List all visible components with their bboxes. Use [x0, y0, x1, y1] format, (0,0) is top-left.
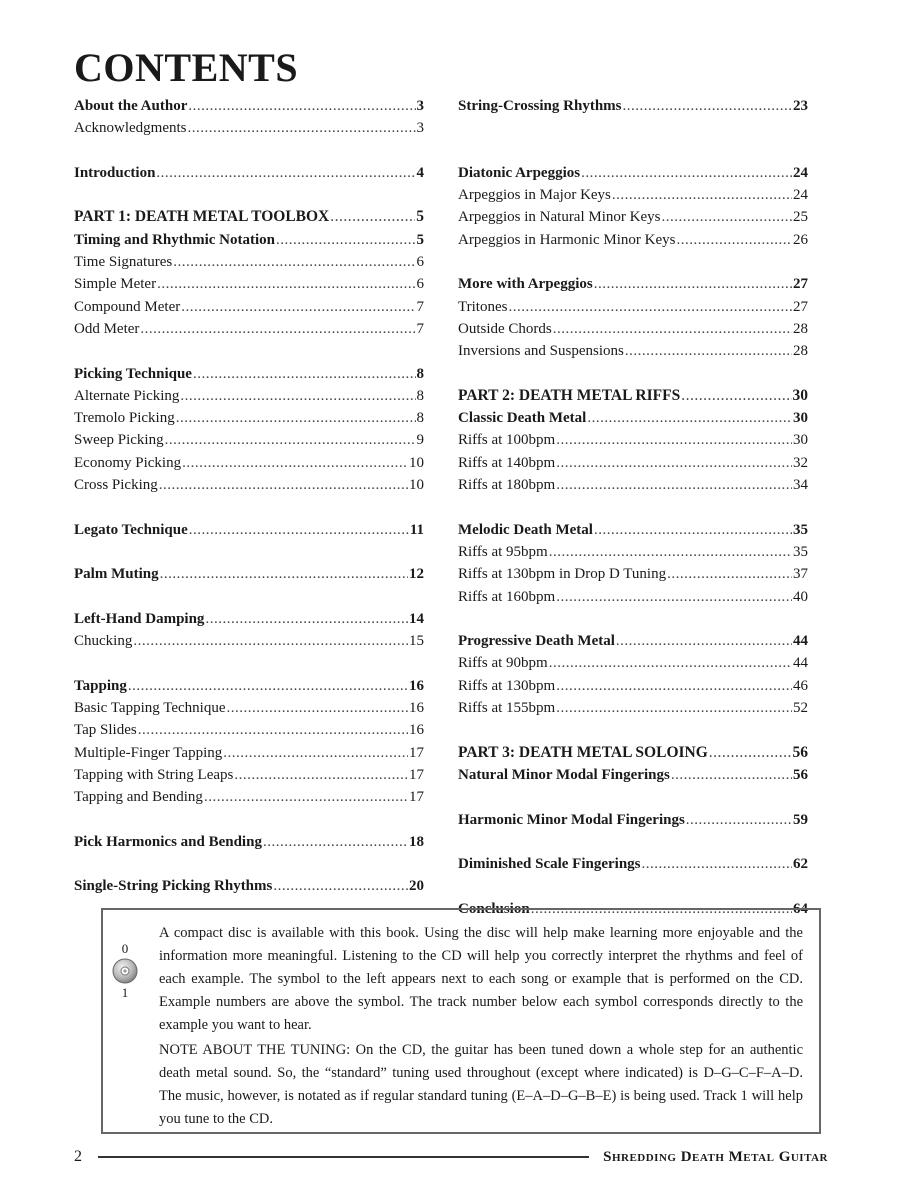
toc-entry[interactable]	[74, 95, 424, 117]
footer-page-number: 2	[74, 1148, 82, 1165]
toc-entry-title: Arpeggios in Natural Minor Keys	[458, 209, 661, 226]
toc-entry-page: 6	[416, 276, 424, 293]
cd-track-number: 1	[121, 985, 129, 1000]
toc-leader-dots	[176, 407, 416, 429]
page-footer	[74, 1146, 828, 1168]
toc-entry-title: Cross Picking	[74, 477, 158, 494]
toc-leader-dots	[182, 452, 408, 474]
toc-entry-title: Progressive Death Metal	[458, 633, 615, 650]
toc-leader-dots	[193, 363, 416, 385]
toc-leader-dots	[661, 206, 792, 228]
toc-entry[interactable]	[458, 809, 808, 831]
toc-entry-page: 16	[409, 722, 424, 739]
toc-leader-dots	[138, 719, 408, 741]
toc-entry[interactable]	[458, 162, 808, 184]
toc-leader-dots	[676, 229, 792, 251]
toc-spacer	[74, 140, 424, 162]
toc-entry-page: 62	[793, 856, 808, 873]
toc-entry[interactable]	[74, 630, 424, 652]
toc-entry-page: 24	[793, 164, 808, 181]
toc-entry-title: PART 1: DEATH METAL TOOLBOX	[74, 208, 330, 226]
toc-entry-title: Harmonic Minor Modal Fingerings	[458, 811, 685, 828]
toc-entry-title: Arpeggios in Major Keys	[458, 187, 611, 204]
toc-leader-dots	[549, 652, 792, 674]
toc-entry-title: String-Crossing Rhythms	[458, 98, 622, 114]
toc-leader-dots	[612, 184, 792, 206]
toc-entry-title: Arpeggios in Harmonic Minor Keys	[458, 231, 676, 248]
toc-entry[interactable]	[458, 95, 808, 117]
toc-entry-page: 64	[793, 900, 808, 917]
toc-entry-title: Chucking	[74, 633, 133, 650]
toc-leader-dots	[625, 340, 792, 362]
toc-entry[interactable]	[74, 296, 424, 318]
toc-leader-dots	[226, 697, 408, 719]
toc-entry[interactable]	[458, 296, 808, 318]
toc-leader-dots	[188, 95, 415, 117]
toc-entry[interactable]	[74, 786, 424, 808]
toc-entry-page: 26	[793, 231, 808, 248]
toc-leader-dots	[140, 318, 415, 340]
toc-entry-page: 46	[793, 677, 808, 694]
toc-entry[interactable]	[458, 586, 808, 608]
toc-spacer	[458, 786, 808, 808]
toc-right-column	[458, 95, 808, 920]
toc-entry[interactable]	[74, 742, 424, 764]
toc-entry[interactable]	[74, 251, 424, 273]
toc-entry-title: Time Signatures	[74, 254, 173, 271]
toc-entry-title: Riffs at 130bpm in Drop D Tuning	[458, 566, 667, 583]
toc-left-column	[74, 95, 424, 898]
toc-leader-dots	[642, 853, 792, 875]
toc-entry[interactable]	[74, 407, 424, 429]
toc-leader-dots	[133, 630, 408, 652]
toc-entry[interactable]	[74, 363, 424, 385]
toc-entry[interactable]	[74, 875, 424, 897]
toc-entry[interactable]	[458, 318, 808, 340]
toc-entry[interactable]	[458, 563, 808, 585]
toc-entry[interactable]	[458, 519, 808, 541]
toc-entry-page: 34	[793, 477, 808, 494]
toc-leader-dots	[205, 608, 408, 630]
toc-entry[interactable]	[74, 452, 424, 474]
cd-notice-text	[159, 922, 803, 1133]
toc-leader-dots	[187, 117, 415, 139]
toc-entry[interactable]	[74, 162, 424, 184]
toc-spacer	[74, 184, 424, 206]
toc-spacer	[74, 853, 424, 875]
cd-example-number: 0	[121, 941, 129, 956]
toc-entry[interactable]	[458, 474, 808, 496]
toc-entry-title: Natural Minor Modal Fingerings	[458, 766, 670, 783]
toc-entry-page: 3	[416, 120, 424, 137]
footer-rule	[98, 1156, 589, 1158]
toc-entry-page: 20	[409, 878, 424, 895]
toc-entry[interactable]	[74, 608, 424, 630]
toc-leader-dots	[173, 251, 415, 273]
toc-leader-dots	[165, 429, 416, 451]
toc-entry-title: Legato Technique	[74, 521, 188, 538]
toc-spacer	[74, 340, 424, 362]
toc-leader-dots	[204, 786, 408, 808]
toc-entry-title: Riffs at 95bpm	[458, 543, 548, 560]
toc-spacer	[458, 875, 808, 897]
toc-entry-page: 5	[416, 231, 424, 248]
toc-entry-title: More with Arpeggios	[458, 276, 593, 293]
toc-entry[interactable]	[74, 206, 424, 228]
toc-entry-title: Multiple-Finger Tapping	[74, 744, 223, 761]
toc-entry[interactable]	[74, 429, 424, 451]
toc-entry-title: Conclusion	[458, 900, 530, 917]
toc-entry-title: Acknowledgments	[74, 120, 187, 137]
toc-entry-title: Riffs at 160bpm	[458, 588, 556, 605]
cd-notice-box	[101, 908, 821, 1134]
toc-entry-page: 17	[409, 766, 424, 783]
toc-leader-dots	[276, 229, 415, 251]
toc-entry-page: 28	[793, 320, 808, 337]
toc-leader-dots	[223, 742, 408, 764]
toc-entry-page: 10	[409, 454, 424, 471]
toc-entry-page: 17	[409, 789, 424, 806]
toc-entry-page: 10	[409, 477, 424, 494]
toc-leader-dots	[709, 742, 792, 764]
toc-entry-title: PART 3: DEATH METAL SOLOING	[458, 743, 708, 761]
toc-entry[interactable]	[458, 675, 808, 697]
toc-entry-page: 44	[793, 633, 808, 650]
toc-leader-dots	[623, 95, 793, 117]
toc-leader-dots	[159, 474, 408, 496]
cd-paragraph-1: A compact disc is available with this book. Using the disc will help make learning more enjoyable and the information more meaningful. Listening to the CD will help you correctly interpret the rhythms and feel of each example. The symbol to the left appears next to each song or example that is performed on the CD. Example numbers are above the symbol. The track number below each symbol corresponds directly to the example you want to hear.	[159, 925, 803, 1033]
toc-entry-title: Riffs at 100bpm	[458, 432, 556, 449]
toc-leader-dots	[556, 429, 792, 451]
toc-spacer	[74, 652, 424, 674]
toc-spacer	[458, 719, 808, 741]
toc-entry-title: Tremolo Picking	[74, 410, 175, 427]
toc-leader-dots	[667, 563, 792, 585]
toc-spacer	[458, 251, 808, 273]
toc-entry[interactable]	[74, 697, 424, 719]
toc-entry-page: 44	[793, 655, 808, 672]
toc-leader-dots	[594, 519, 792, 541]
toc-entry[interactable]	[74, 519, 424, 541]
toc-entry-title: Single-String Picking Rhythms	[74, 878, 273, 895]
toc-entry[interactable]	[458, 184, 808, 206]
toc-leader-dots	[681, 385, 791, 407]
toc-leader-dots	[180, 385, 415, 407]
toc-entry[interactable]	[74, 474, 424, 496]
toc-entry[interactable]	[458, 407, 808, 429]
toc-entry-title: Tapping	[74, 677, 127, 694]
toc-entry-title: Diminished Scale Fingerings	[458, 856, 641, 873]
footer-book-title: Shredding Death Metal Guitar	[603, 1148, 828, 1165]
toc-entry-title: Tap Slides	[74, 722, 137, 739]
toc-entry-page: 16	[409, 677, 424, 694]
toc-entry[interactable]	[458, 340, 808, 362]
page-title: CONTENTS	[74, 45, 299, 90]
toc-entry-page: 3	[416, 98, 424, 114]
toc-entry-page: 6	[416, 254, 424, 271]
toc-entry-title: Inversions and Suspensions	[458, 343, 624, 360]
toc-entry[interactable]	[458, 206, 808, 228]
toc-leader-dots	[581, 162, 792, 184]
toc-entry-page: 8	[416, 365, 424, 382]
toc-entry-page: 7	[416, 298, 424, 315]
toc-entry[interactable]	[458, 229, 808, 251]
toc-leader-dots	[556, 675, 792, 697]
toc-entry[interactable]	[74, 318, 424, 340]
toc-entry-page: 12	[409, 566, 424, 583]
toc-spacer	[458, 117, 808, 139]
toc-entry[interactable]	[458, 853, 808, 875]
toc-entry-page: 27	[793, 276, 808, 293]
toc-spacer	[74, 809, 424, 831]
toc-spacer	[458, 831, 808, 853]
toc-entry-title: PART 2: DEATH METAL RIFFS	[458, 386, 681, 404]
toc-entry-title: Melodic Death Metal	[458, 521, 593, 538]
toc-entry-title: Riffs at 140bpm	[458, 454, 556, 471]
compact-disc-icon	[112, 958, 138, 984]
toc-entry-page: 9	[416, 432, 424, 449]
toc-entry[interactable]	[458, 652, 808, 674]
toc-leader-dots	[273, 875, 408, 897]
toc-entry-title: Tritones	[458, 298, 508, 315]
toc-entry-page: 14	[409, 610, 424, 627]
toc-entry-title: Pick Harmonics and Bending	[74, 833, 262, 850]
toc-entry-title: Simple Meter	[74, 276, 157, 293]
toc-entry[interactable]	[458, 429, 808, 451]
toc-leader-dots	[128, 675, 408, 697]
toc-spacer	[458, 140, 808, 162]
toc-entry-page: 56	[792, 743, 808, 761]
toc-spacer	[74, 586, 424, 608]
toc-entry[interactable]	[458, 764, 808, 786]
toc-spacer	[458, 608, 808, 630]
toc-leader-dots	[189, 519, 409, 541]
toc-entry[interactable]	[74, 831, 424, 853]
toc-leader-dots	[616, 630, 792, 652]
toc-leader-dots	[671, 764, 792, 786]
toc-leader-dots	[160, 563, 408, 585]
toc-entry-page: 25	[793, 209, 808, 226]
toc-spacer	[458, 363, 808, 385]
toc-entry[interactable]	[458, 385, 808, 407]
toc-entry[interactable]	[74, 563, 424, 585]
toc-entry-page: 35	[793, 521, 808, 538]
toc-entry[interactable]	[458, 630, 808, 652]
toc-entry-title: Diatonic Arpeggios	[458, 164, 581, 181]
toc-entry-title: Tapping with String Leaps	[74, 766, 234, 783]
toc-entry-page: 37	[793, 566, 808, 583]
toc-leader-dots	[330, 206, 415, 228]
toc-spacer	[458, 496, 808, 518]
toc-entry-title: Timing and Rhythmic Notation	[74, 231, 276, 248]
toc-entry-title: Sweep Picking	[74, 432, 164, 449]
cd-symbol	[109, 942, 141, 1000]
toc-entry-page: 7	[416, 320, 424, 337]
cd-paragraph-2: NOTE ABOUT THE TUNING: On the CD, the guitar has been tuned down a whole step for an authentic death metal sound. So, the “standard” tuning used throughout (except where indicated) is D–G–C–F–A–D. The music, however, is notated as if regular standard tuning (E–A–D–G–B–E) is being used. Track 1 will help you tune to the CD.	[159, 1042, 803, 1127]
toc-leader-dots	[234, 764, 408, 786]
toc-leader-dots	[556, 697, 792, 719]
toc-entry-page: 18	[409, 833, 424, 850]
toc-entry-page: 30	[793, 410, 808, 427]
toc-leader-dots	[556, 586, 792, 608]
toc-entry[interactable]	[458, 742, 808, 764]
toc-leader-dots	[181, 296, 415, 318]
toc-entry-title: Economy Picking	[74, 454, 182, 471]
toc-entry-title: Tapping and Bending	[74, 789, 203, 806]
toc-entry-page: 23	[793, 98, 808, 114]
toc-entry-title: Left-Hand Damping	[74, 610, 205, 627]
toc-entry-title: Riffs at 90bpm	[458, 655, 548, 672]
toc-entry-page: 59	[793, 811, 808, 828]
toc-entry-title: Riffs at 130bpm	[458, 677, 556, 694]
toc-entry-title: Palm Muting	[74, 566, 159, 583]
toc-entry[interactable]	[458, 452, 808, 474]
toc-leader-dots	[594, 273, 792, 295]
toc-spacer	[74, 496, 424, 518]
toc-entry-title: Riffs at 180bpm	[458, 477, 556, 494]
toc-entry[interactable]	[74, 385, 424, 407]
toc-entry[interactable]	[74, 675, 424, 697]
toc-entry-page: 8	[416, 410, 424, 427]
toc-entry-title: Odd Meter	[74, 320, 140, 337]
toc-entry-page: 27	[793, 298, 808, 315]
toc-entry[interactable]	[74, 117, 424, 139]
toc-entry-page: 30	[793, 432, 808, 449]
toc-entry-title: Outside Chords	[458, 320, 552, 337]
toc-entry-title: Riffs at 155bpm	[458, 700, 556, 717]
toc-entry-title: Introduction	[74, 164, 156, 181]
toc-entry-page: 5	[416, 208, 424, 226]
toc-leader-dots	[553, 318, 792, 340]
toc-entry-title: Picking Technique	[74, 365, 192, 382]
toc-spacer	[74, 541, 424, 563]
toc-leader-dots	[587, 407, 792, 429]
toc-entry-page: 11	[409, 521, 424, 538]
toc-entry-title: Classic Death Metal	[458, 410, 587, 427]
toc-entry-page: 30	[792, 386, 808, 404]
toc-entry-page: 16	[409, 700, 424, 717]
toc-entry-page: 32	[793, 454, 808, 471]
toc-entry-title: Alternate Picking	[74, 387, 180, 404]
toc-leader-dots	[263, 831, 408, 853]
toc-entry-title: Basic Tapping Technique	[74, 700, 226, 717]
toc-entry-page: 4	[416, 164, 424, 181]
toc-entry-page: 35	[793, 543, 808, 560]
toc-entry[interactable]	[74, 229, 424, 251]
toc-leader-dots	[556, 474, 792, 496]
toc-leader-dots	[508, 296, 792, 318]
toc-entry-page: 17	[409, 744, 424, 761]
toc-entry-page: 52	[793, 700, 808, 717]
toc-entry-page: 24	[793, 187, 808, 204]
toc-entry-page: 8	[416, 387, 424, 404]
toc-entry-title: About the Author	[74, 98, 188, 114]
toc-entry-page: 15	[409, 633, 424, 650]
toc-entry-page: 28	[793, 343, 808, 360]
toc-entry-page: 56	[793, 766, 808, 783]
toc-entry-page: 40	[793, 588, 808, 605]
toc-entry[interactable]	[458, 697, 808, 719]
toc-entry[interactable]	[74, 719, 424, 741]
toc-leader-dots	[686, 809, 792, 831]
toc-leader-dots	[549, 541, 792, 563]
toc-entry-title: Compound Meter	[74, 298, 181, 315]
toc-leader-dots	[157, 273, 415, 295]
toc-entry[interactable]	[458, 273, 808, 295]
toc-leader-dots	[556, 452, 792, 474]
toc-entry[interactable]	[458, 541, 808, 563]
toc-leader-dots	[156, 162, 415, 184]
toc-entry[interactable]	[74, 764, 424, 786]
toc-entry[interactable]	[74, 273, 424, 295]
